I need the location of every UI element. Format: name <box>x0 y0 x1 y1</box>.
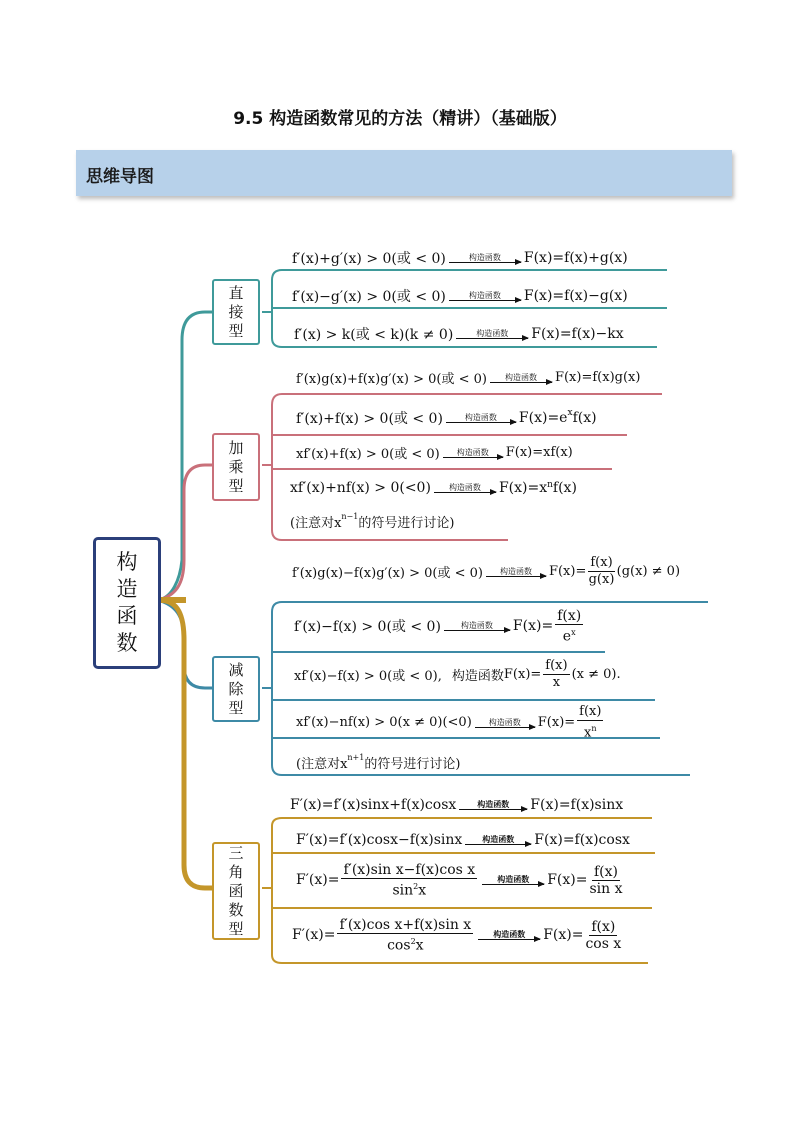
construct-arrow: 构造函数 <box>465 835 531 845</box>
construct-arrow: 构造函数 <box>459 800 527 810</box>
category-addmul: 加 乘 型 <box>212 433 260 501</box>
category-direct: 直 接 型 <box>212 279 260 345</box>
formula-trig-3: F′(x)= $\frac{\text{f′(x)sin x−f(x)cos x}}{\sin^2x}$ 构造函数 F(x)= $\frac{f(x)}{\text{sin x}}$ <box>296 862 623 899</box>
construct-arrow: 构造函数 <box>443 448 503 458</box>
construct-arrow: 构造函数 <box>449 253 521 263</box>
page-title: 9.5 构造函数常见的方法（精讲）（基础版） <box>233 109 567 129</box>
construct-arrow: 构造函数 <box>444 621 510 631</box>
formula-direct-2: f′(x)−g′(x) > 0(或 < 0) 构造函数 F(x)=f(x)−g(x) <box>292 288 628 305</box>
formula-subdiv-2: f′(x)−f(x) > 0(或 < 0) 构造函数 F(x)= $\frac{f(x)}{e^x}$ <box>294 608 582 645</box>
formula-subdiv-4: xf′(x)−nf(x) > 0(x ≠ 0)(<0) 构造函数 F(x)= $\frac{f(x)}{x^n}$ <box>296 704 602 741</box>
formula-trig-1: F′(x)=f′(x)sinx+f(x)cosx 构造函数 F(x)=f(x)sinx <box>290 797 624 813</box>
construct-arrow: 构造函数 <box>490 373 552 383</box>
formula-addmul-2: f′(x)+f(x) > 0(或 < 0) 构造函数 F(x)=e $^x$ f(x) <box>296 408 597 427</box>
formula-direct-3: f′(x) > k(或 < k)(k ≠ 0) 构造函数 F(x)=f(x)−kx <box>294 326 624 343</box>
formula-subdiv-1: f′(x)g(x)−f(x)g′(x) > 0(或 < 0) 构造函数 F(x)= $\frac{f(x)}{g(x)}$ (g(x) ≠ 0) <box>292 555 681 587</box>
construct-arrow: 构造函数 <box>449 291 521 301</box>
construct-arrow: 构造函数 <box>456 329 528 339</box>
formula-subdiv-3: xf′(x)−f(x) > 0(或 < 0), 构造函数 F(x)= $\frac{f(x)}{x}$ (x ≠ 0). <box>294 658 621 690</box>
category-subdiv: 减 除 型 <box>212 656 260 722</box>
formula-trig-4: F′(x)= $\frac{\text{f′(x)cos x+f(x)sin x}}{\cos^2x}$ 构造函数 F(x)= $\frac{f(x)}{\text{cos x}}$ <box>292 917 622 954</box>
formula-addmul-1: f′(x)g(x)+f(x)g′(x) > 0(或 < 0) 构造函数 F(x)=f(x)g(x) <box>296 370 641 387</box>
formula-trig-2: F′(x)=f′(x)cosx−f(x)sinx 构造函数 F(x)=f(x)cosx <box>296 832 630 848</box>
formula-addmul-4: xf′(x)+nf(x) > 0(<0) 构造函数 F(x)=x $^n$ f(x) <box>290 480 577 496</box>
construct-arrow: 构造函数 <box>475 718 535 728</box>
trunk-rose <box>158 465 212 600</box>
construct-arrow: 构造函数 <box>482 875 544 885</box>
construct-arrow: 构造函数 <box>446 413 516 423</box>
note-addmul: (注意对x $^{n-1}$ 的符号进行讨论) <box>290 512 455 531</box>
construct-arrow: 构造函数 <box>434 483 496 493</box>
category-trig: 三 角 函 数 型 <box>212 842 260 940</box>
construct-arrow: 构造函数 <box>486 567 546 577</box>
note-subdiv: (注意对x $^{n+1}$ 的符号进行讨论) <box>296 753 461 772</box>
construct-arrow: 构造函数 <box>478 930 540 940</box>
trunk-gold <box>158 600 212 888</box>
section-title: 思维导图 <box>86 167 154 187</box>
formula-direct-1: f′(x)+g′(x) > 0(或 < 0) 构造函数 F(x)=f(x)+g(x) <box>292 250 628 267</box>
formula-addmul-3: xf′(x)+f(x) > 0(或 < 0) 构造函数 F(x)=xf(x) <box>296 445 573 462</box>
root-node: 构 造 函 数 <box>93 537 161 669</box>
